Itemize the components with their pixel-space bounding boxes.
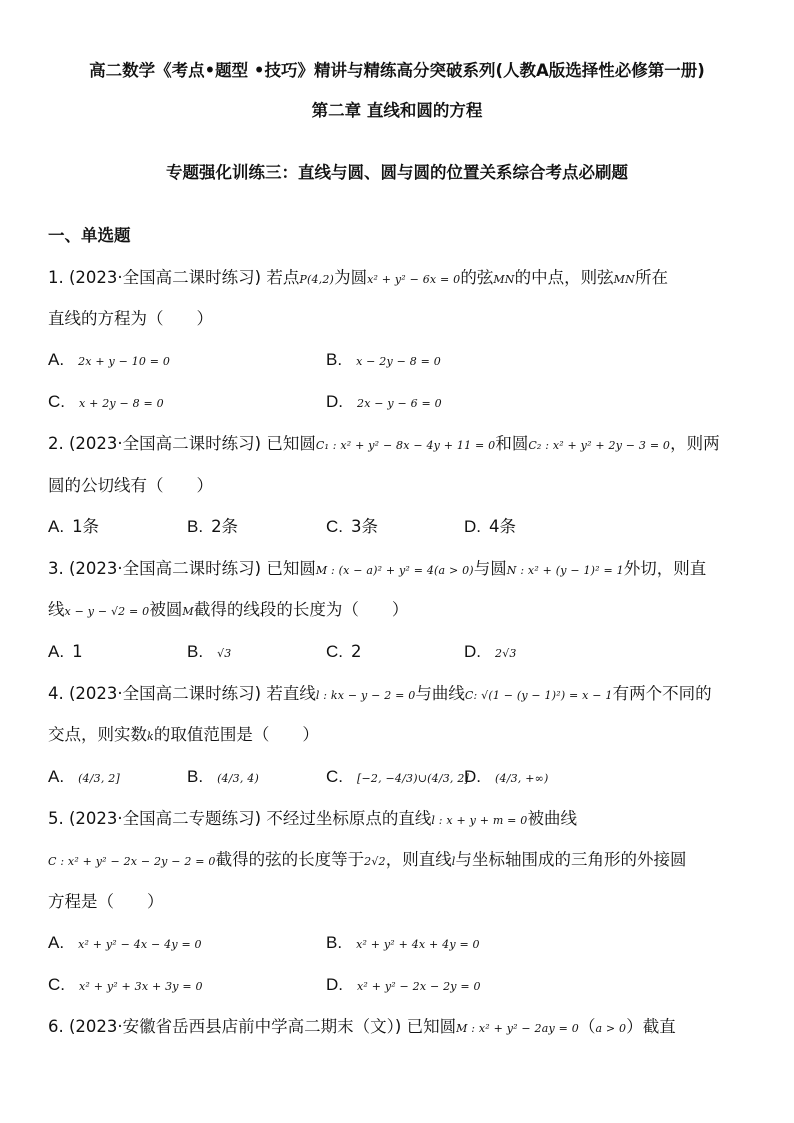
option-label: A. (48, 517, 65, 536)
question-text: 有两个不同的 (612, 684, 712, 703)
question-text: 和圆 (495, 434, 529, 453)
option-math: [−2, −4/3)∪(4/3, 2] (357, 772, 470, 785)
question-text: 若直线 (266, 684, 316, 703)
option-label: D. (326, 975, 343, 994)
question-text: 与曲线 (415, 684, 465, 703)
option-math: x − 2y − 8 = 0 (356, 355, 441, 368)
question-source: (2023·全国高二专题练习) (69, 809, 262, 828)
question-2-line-1 (48, 433, 720, 457)
question-text: 与坐标轴围成的三角形的外接圆 (455, 850, 687, 869)
question-text: 交点，则实数 (48, 725, 147, 744)
question-5-line-3: 方程是（ ） (48, 892, 164, 911)
question-text: 不经过坐标原点的直线 (266, 809, 432, 828)
math-expr: l : kx − y − 2 = 0 (315, 689, 416, 702)
question-text: 已知圆 (406, 1017, 457, 1036)
question-source: (2023·全国高二课时练习) (69, 434, 262, 453)
option-label: A. (48, 933, 65, 952)
question-number: 5. (48, 809, 64, 828)
question-number: 1. (48, 268, 64, 287)
question-1-line-1 (48, 267, 668, 291)
option-label: B. (326, 933, 343, 952)
question-text: 外切，则直 (623, 559, 707, 578)
question-text: 被圆 (149, 600, 183, 619)
question-text: 线 (48, 600, 65, 619)
question-source: (2023·全国高二课时练习) (69, 559, 262, 578)
option-b[interactable] (326, 932, 480, 956)
option-d[interactable] (326, 391, 442, 415)
math-expr: x² + y² − 6x = 0 (367, 273, 461, 286)
question-3-line-2 (48, 599, 408, 623)
option-text: 2条 (211, 517, 239, 536)
question-6-line-1 (48, 1016, 676, 1040)
question-number: 3. (48, 559, 64, 578)
question-4-line-2 (48, 724, 319, 748)
section-title: 一、单选题 (48, 226, 131, 245)
option-label: B. (187, 517, 204, 536)
question-text: 的弦 (460, 268, 494, 287)
option-label: D. (326, 392, 343, 411)
option-label: D. (464, 767, 481, 786)
option-label: D. (464, 642, 481, 661)
question-text: 截得的线段的长度为（ ） (193, 600, 409, 619)
option-label: D. (464, 517, 481, 536)
option-d[interactable] (464, 516, 516, 538)
option-label: A. (48, 642, 65, 661)
question-4-line-1 (48, 683, 712, 707)
question-5-line-1 (48, 808, 577, 832)
option-math: x² + y² + 4x + 4y = 0 (356, 938, 480, 951)
topic-title: 专题强化训练三：直线与圆、圆与圆的位置关系综合考点必刷题 (166, 163, 628, 182)
chapter-title: 第二章 直线和圆的方程 (311, 101, 483, 120)
math-expr: N : x² + (y − 1)² = 1 (506, 564, 624, 577)
option-math: x² + y² − 2x − 2y = 0 (357, 980, 481, 993)
option-c[interactable] (326, 766, 469, 790)
option-label: C. (326, 517, 343, 536)
question-text: 所在 (634, 268, 668, 287)
question-text: （ (578, 1017, 596, 1036)
option-math: x + 2y − 8 = 0 (79, 397, 164, 410)
question-2-line-2: 圆的公切线有（ ） (48, 476, 213, 495)
option-a[interactable] (48, 349, 170, 373)
math-expr: C: √(1 − (y − 1)²) = x − 1 (464, 689, 613, 702)
option-c[interactable] (326, 641, 362, 663)
question-text: ，则直线 (385, 850, 452, 869)
math-expr: k (147, 730, 154, 743)
question-text: 的中点，则弦 (514, 268, 614, 287)
option-math: (4/3, +∞) (495, 772, 549, 785)
question-5-line-2 (48, 849, 686, 873)
question-source: (2023·全国高二课时练习) (69, 268, 262, 287)
option-math: √3 (217, 647, 232, 660)
question-text: 与圆 (473, 559, 507, 578)
question-number: 6. (48, 1017, 64, 1036)
option-label: B. (326, 350, 343, 369)
math-expr: x − y − √2 = 0 (64, 605, 150, 618)
option-c[interactable] (48, 391, 164, 415)
option-math: 2√3 (495, 647, 517, 660)
math-expr: l (451, 855, 456, 868)
math-expr: C₁ : x² + y² − 8x − 4y + 11 = 0 (315, 439, 496, 452)
option-label: C. (326, 767, 343, 786)
math-expr: MN (613, 273, 635, 286)
option-label: B. (187, 642, 204, 661)
math-expr: M : x² + y² − 2ay = 0 (456, 1022, 579, 1035)
option-d[interactable] (464, 766, 548, 790)
option-label: C. (326, 642, 343, 661)
question-source: (2023·全国高二课时练习) (69, 684, 262, 703)
option-text: 4条 (489, 517, 516, 536)
option-text: 2 (351, 642, 362, 661)
math-expr: C₂ : x² + y² + 2y − 3 = 0 (528, 439, 671, 452)
option-d[interactable] (464, 641, 517, 665)
question-text: 已知圆 (266, 559, 316, 578)
option-b[interactable] (187, 516, 238, 538)
question-source: (2023·安徽省岳西县店前中学高二期末（文）) (69, 1017, 402, 1036)
question-text: 被曲线 (527, 809, 577, 828)
math-expr: M : (x − a)² + y² = 4(a > 0) (315, 564, 474, 577)
question-text: ）截直 (626, 1017, 676, 1036)
option-math: 2x + y − 10 = 0 (78, 355, 171, 368)
option-a[interactable] (48, 516, 99, 538)
series-title: 高二数学《考点•题型 •技巧》精讲与精练高分突破系列(人教A版选择性必修第一册) (89, 61, 705, 80)
question-number: 4. (48, 684, 64, 703)
question-1-line-2: 直线的方程为（ ） (48, 309, 213, 328)
math-expr: C : x² + y² − 2x − 2y − 2 = 0 (48, 855, 216, 868)
option-math: (4/3, 4) (217, 772, 259, 785)
option-b[interactable] (326, 349, 441, 373)
option-a[interactable] (48, 932, 202, 956)
option-label: A. (48, 767, 65, 786)
option-label: A. (48, 350, 65, 369)
question-3-line-1 (48, 558, 706, 582)
math-expr: MN (493, 273, 515, 286)
option-b[interactable] (187, 641, 231, 665)
option-math: 2x − y − 6 = 0 (357, 397, 442, 410)
option-c[interactable] (326, 516, 378, 538)
option-math: x² + y² − 4x − 4y = 0 (78, 938, 202, 951)
question-text: 若点 (266, 268, 300, 287)
option-d[interactable] (326, 974, 481, 998)
math-expr: P(4,2) (299, 273, 335, 286)
option-label: B. (187, 767, 204, 786)
math-expr: M (182, 605, 194, 618)
question-text: ，则两 (670, 434, 720, 453)
option-text: 1 (72, 642, 83, 661)
question-text: 已知圆 (266, 434, 316, 453)
option-a[interactable] (48, 766, 120, 790)
option-math: x² + y² + 3x + 3y = 0 (79, 980, 203, 993)
question-text: 的取值范围是（ ） (153, 725, 319, 744)
option-math: (4/3, 2] (78, 772, 120, 785)
option-text: 1条 (72, 517, 100, 536)
option-a[interactable] (48, 641, 83, 663)
option-c[interactable] (48, 974, 203, 998)
math-expr: l : x + y + m = 0 (431, 814, 528, 827)
question-text: 为圆 (334, 268, 368, 287)
math-expr: 2√2 (364, 855, 386, 868)
question-text: 截得的弦的长度等于 (215, 850, 365, 869)
question-number: 2. (48, 434, 64, 453)
math-expr: a > 0 (595, 1022, 627, 1035)
option-b[interactable] (187, 766, 259, 790)
option-label: C. (48, 975, 65, 994)
option-label: C. (48, 392, 65, 411)
option-text: 3条 (351, 517, 378, 536)
